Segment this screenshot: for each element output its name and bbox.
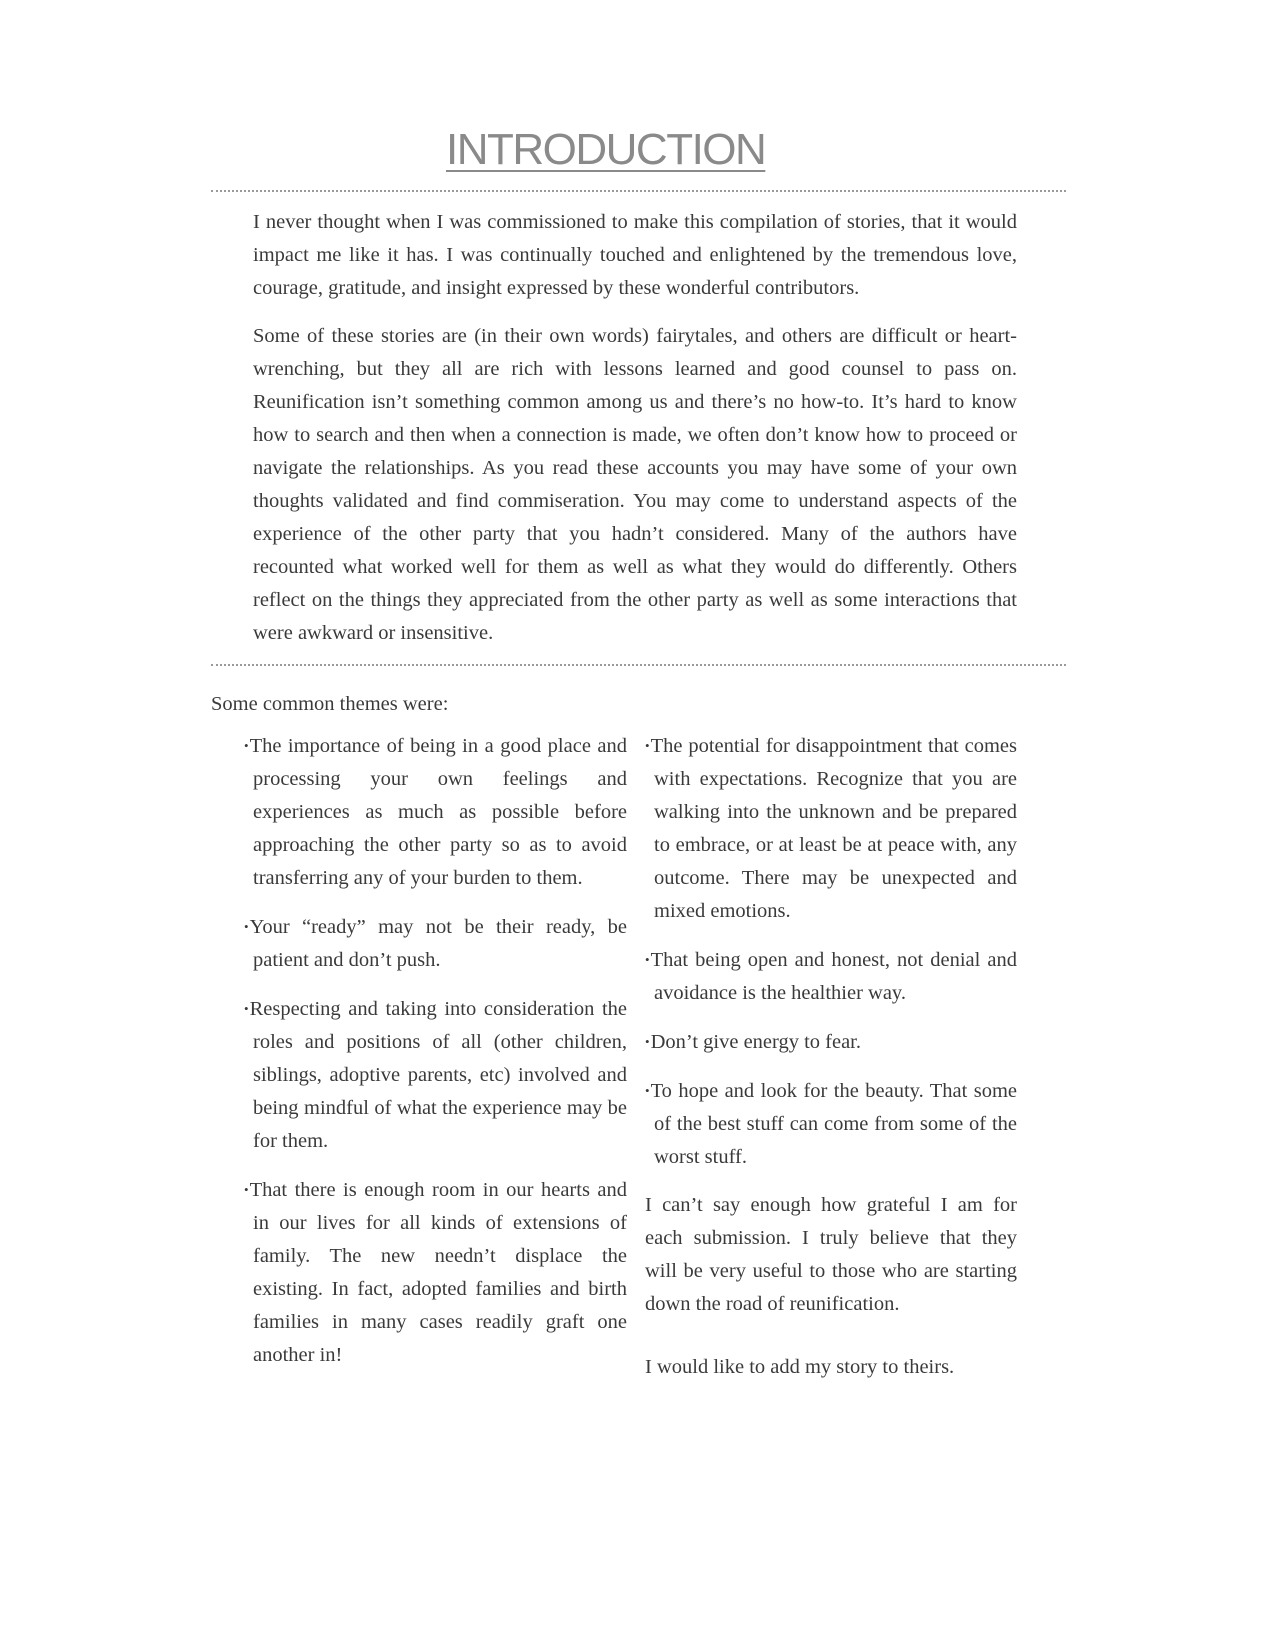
themes-left-column: [244, 729, 627, 1387]
theme-bullet: [645, 1025, 1017, 1059]
themes-heading: Some common themes were:: [211, 693, 449, 715]
theme-text: The potential for disappointment that comes with expectations. Recognize that you are walking into the unknown and be prepared to embrace, or at least be at peace with, any outcome. There may be unexpected and mixed emotions.: [650, 735, 1017, 922]
bullet-icon: •: [645, 1034, 650, 1049]
bullet-icon: •: [645, 738, 650, 753]
theme-text: To hope and look for the beauty. That some of the best stuff can come from some of the worst stuff.: [650, 1080, 1017, 1168]
theme-bullet: [645, 943, 1017, 1010]
bullet-icon: •: [244, 1182, 249, 1197]
theme-text: The importance of being in a good place and processing your own feelings and experiences as much as possible before approaching the other party so as to avoid transferring any of your burden to them.: [249, 735, 627, 889]
bullet-icon: •: [645, 952, 650, 967]
theme-bullet: [645, 729, 1017, 928]
page-title: INTRODUCTION: [446, 125, 766, 174]
theme-bullet: [244, 910, 627, 977]
intro-paragraph: Some of these stories are (in their own words) fairytales, and others are difficult or heart-wrenching, but they all are rich with lessons learned and good counsel to pass on. Reunification isn’t something common among us and there’s no how-to. It’s hard to know how to search and then when a connection is made, we often don’t know how to proceed or navigate the relationships. As you read these accounts you may have some of your own thoughts validated and find commiseration. You may come to understand aspects of the experience of the other party that you hadn’t considered. Many of the authors have recounted what worked well for them as well as what they would do differently. Others reflect on the things they appreciated from the other party as well as some interactions that were awkward or insensitive.: [253, 325, 1017, 644]
bullet-icon: •: [244, 1001, 249, 1016]
theme-text: That being open and honest, not denial and avoidance is the healthier way.: [650, 949, 1017, 1004]
theme-text: That there is enough room in our hearts and in our lives for all kinds of extensions of family. The new needn’t displace the existing. In fact, adopted families and birth families in many cases readily graft one another in!: [249, 1179, 627, 1366]
theme-text: Respecting and taking into consideration the roles and positions of all (other children, siblings, adoptive parents, etc) involved and being mindful of what the experience may be for them.: [249, 998, 627, 1152]
theme-bullet: [244, 729, 627, 895]
intro-paragraph: I never thought when I was commissioned to make this compilation of stories, that it would impact me like it has. I was continually touched and enlightened by the tremendous love, courage, gratitude, and insight expressed by these wonderful contributors.: [253, 211, 1017, 299]
bullet-icon: •: [645, 1083, 650, 1098]
theme-text: Don’t give energy to fear.: [650, 1031, 862, 1053]
closing-gratitude-paragraph: I can’t say enough how grateful I am for each submission. I truly believe that they will be very useful to those who are starting down the road of reunification.: [645, 1194, 1017, 1315]
theme-bullet: [244, 992, 627, 1158]
theme-text: Your “ready” may not be their ready, be patient and don’t push.: [249, 916, 627, 971]
theme-bullet: [645, 1074, 1017, 1174]
intro-section: [253, 206, 1017, 650]
dotted-divider-top: [211, 190, 1066, 192]
dotted-divider-middle: [211, 664, 1066, 666]
themes-right-column: [645, 729, 1017, 1384]
bullet-icon: •: [244, 738, 249, 753]
theme-bullet: [244, 1173, 627, 1372]
bullet-icon: •: [244, 919, 249, 934]
closing-final-line: I would like to add my story to theirs.: [645, 1356, 955, 1378]
